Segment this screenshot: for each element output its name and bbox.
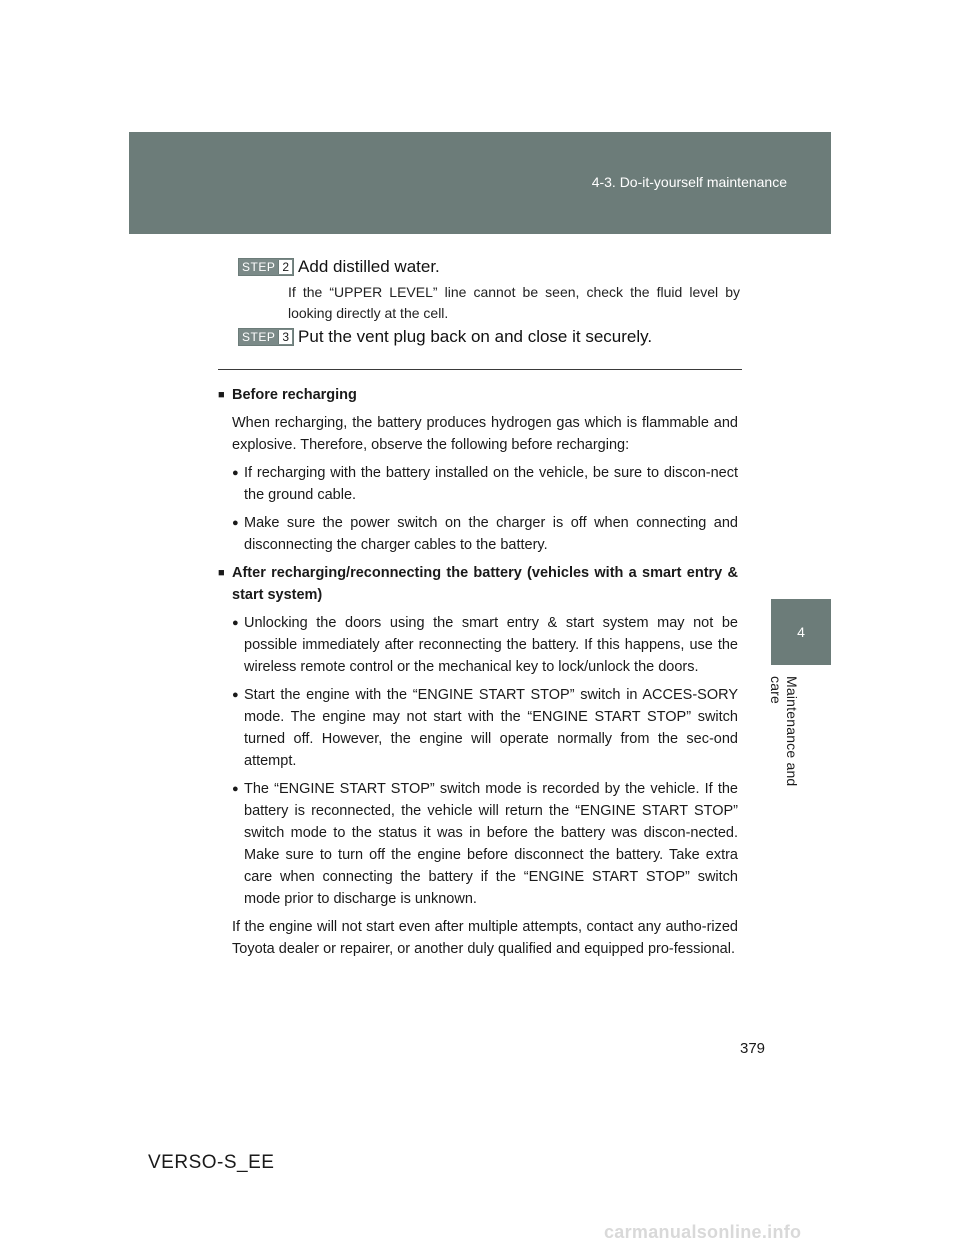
list-item	[218, 462, 738, 506]
list-item	[218, 778, 738, 910]
step-number: 2	[278, 260, 292, 274]
list-item-text: Start the engine with the “ENGINE START STOP” switch in ACCES-SORY mode. The engine may not start with the “ENGINE START STOP” switch turned off. However, the engine will operate normally from the sec-ond attempt.	[244, 687, 738, 769]
list-item	[218, 612, 738, 678]
step-badge	[238, 258, 294, 276]
document-code: VERSO-S_EE	[148, 1152, 275, 1173]
step-word: STEP	[242, 260, 276, 274]
round-bullet-icon: ●	[232, 689, 239, 701]
list-item	[218, 512, 738, 556]
step-2	[238, 257, 440, 277]
note-paragraph: If the engine will not start even after multiple attempts, contact any autho-rized Toyota dealer or repairer, or another duly qualified and equipped pro-fessional.	[232, 919, 738, 957]
note-heading-text: After recharging/reconnecting the battery (vehicles with a smart entry & start system)	[232, 565, 738, 603]
list-item-text: Unlocking the doors using the smart entry & start system may not be possible immediately after reconnecting the battery. If this happens, use the wireless remote control or the mechanical key to lock/unlock the doors.	[244, 615, 738, 675]
round-bullet-icon: ●	[232, 467, 239, 479]
header-bar	[129, 132, 831, 234]
step-2-subtext: If the “UPPER LEVEL” line cannot be seen, check the fluid level by looking directly at the cell.	[288, 284, 740, 321]
step-number: 3	[278, 330, 292, 344]
list-item-text: If recharging with the battery installed on the vehicle, be sure to discon-nect the ground cable.	[244, 465, 738, 503]
round-bullet-icon: ●	[232, 783, 239, 795]
note-heading	[218, 384, 738, 406]
list-item	[218, 684, 738, 772]
step-word: STEP	[242, 330, 276, 344]
section-divider	[218, 369, 742, 370]
note-paragraph: When recharging, the battery produces hydrogen gas which is flammable and explosive. Therefore, observe the following before recharging:	[232, 415, 738, 453]
step-badge	[238, 328, 294, 346]
round-bullet-icon: ●	[232, 517, 239, 529]
note-heading	[218, 562, 738, 606]
page-number: 379	[740, 1040, 766, 1057]
step-3	[238, 327, 652, 347]
notes-section	[218, 384, 738, 960]
section-title: 4-3. Do-it-yourself maintenance	[591, 174, 787, 190]
list-item-text: Make sure the power switch on the charger is off when connecting and disconnecting the charger cables to the battery.	[244, 515, 738, 553]
chapter-number: 4	[797, 624, 805, 640]
round-bullet-icon: ●	[232, 617, 239, 629]
step-text: Add distilled water.	[298, 257, 440, 276]
watermark: carmanualsonline.info	[604, 1222, 802, 1242]
square-bullet-icon: ■	[218, 389, 225, 401]
step-text: Put the vent plug back on and close it securely.	[298, 327, 653, 346]
chapter-label: Maintenance and care	[768, 676, 800, 787]
chapter-tab	[771, 599, 831, 665]
note-heading-text: Before recharging	[232, 387, 357, 403]
list-item-text: The “ENGINE START STOP” switch mode is recorded by the vehicle. If the battery is reconnected, the vehicle will return the “ENGINE START STOP” switch mode to the status it was in before the battery was discon-nected. Make sure to turn off the engine before disconnect the battery. Take extra care when connecting the battery if the “ENGINE START STOP” switch mode prior to discharge is unknown.	[244, 781, 738, 907]
square-bullet-icon: ■	[218, 567, 225, 579]
